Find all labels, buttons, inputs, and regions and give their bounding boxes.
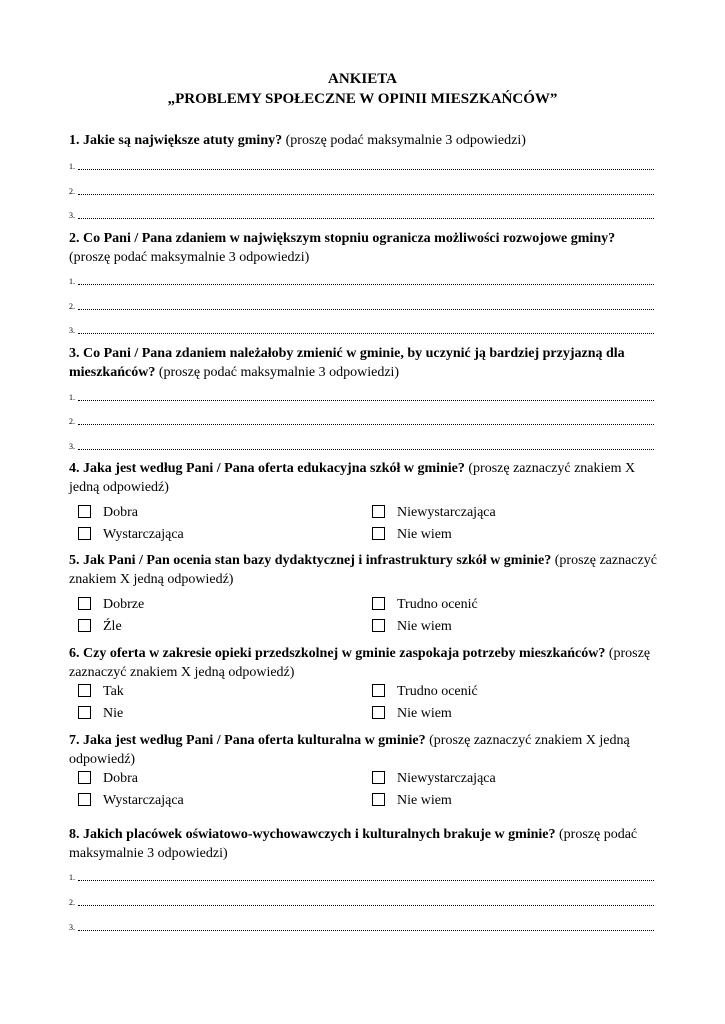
checkbox[interactable]: [78, 684, 91, 697]
question-8-text: 8. Jakich placówek oświatowo-wychowawczych i kulturalnych brakuje w gminie?: [69, 827, 556, 842]
question-3: [69, 344, 659, 382]
answer-line-3-3[interactable]: [69, 440, 654, 452]
question-7-text: 7. Jaka jest według Pani / Pana oferta kulturalna w gminie?: [69, 733, 426, 748]
answer-line-8-1[interactable]: [69, 871, 654, 883]
question-7-note: (proszę zaznaczyć znakiem X jedną odpowiedź): [69, 733, 630, 767]
answer-line-2-3[interactable]: [69, 324, 654, 336]
option-label: Źle: [103, 619, 122, 634]
question-7: [69, 731, 659, 769]
answer-number: 3.: [69, 211, 75, 220]
option-label: Trudno ocenić: [397, 597, 478, 612]
option-label: Dobra: [103, 505, 138, 520]
option-label: Tak: [103, 684, 124, 699]
checkbox[interactable]: [372, 771, 385, 784]
checkbox[interactable]: [78, 619, 91, 632]
question-8: [69, 825, 659, 863]
question-8-note: (proszę podać maksymalnie 3 odpowiedzi): [69, 827, 638, 861]
answer-number: 3.: [69, 442, 75, 451]
checkbox[interactable]: [372, 793, 385, 806]
option-label: Trudno ocenić: [397, 684, 478, 699]
question-5: [69, 551, 659, 589]
answer-line-8-2[interactable]: [69, 896, 654, 908]
checkbox[interactable]: [372, 597, 385, 610]
answer-line-8-3[interactable]: [69, 921, 654, 933]
answer-number: 2.: [69, 898, 75, 907]
question-3-note: (proszę podać maksymalnie 3 odpowiedzi): [158, 365, 400, 380]
question-5-note: (proszę zaznaczyć znakiem X jedną odpowiedź): [69, 553, 657, 587]
question-6-text: 6. Czy oferta w zakresie opieki przedszkolnej w gminie zaspokaja potrzeby mieszkańców?: [69, 646, 606, 661]
question-4-note: (proszę zaznaczyć znakiem X jedną odpowiedź): [69, 461, 636, 495]
option-label: Niewystarczająca: [397, 771, 496, 786]
answer-number: 2.: [69, 302, 75, 311]
question-6-note: (proszę zaznaczyć znakiem X jedną odpowiedź): [69, 646, 651, 680]
question-2-note: (proszę podać maksymalnie 3 odpowiedzi): [69, 250, 310, 265]
checkbox[interactable]: [78, 597, 91, 610]
answer-number: 2.: [69, 417, 75, 426]
checkbox[interactable]: [78, 771, 91, 784]
checkbox[interactable]: [78, 505, 91, 518]
question-1: [69, 131, 659, 150]
answer-line-2-2[interactable]: [69, 300, 654, 312]
question-2-text: 2. Co Pani / Pana zdaniem w największym stopniu ogranicza możliwości rozwojowe gminy?: [69, 231, 616, 246]
answer-number: 3.: [69, 326, 75, 335]
answer-number: 1.: [69, 873, 75, 882]
checkbox[interactable]: [372, 706, 385, 719]
checkbox[interactable]: [78, 793, 91, 806]
question-4-text: 4. Jaka jest według Pani / Pana oferta edukacyjna szkół w gminie?: [69, 461, 465, 476]
answer-line-3-2[interactable]: [69, 415, 654, 427]
answer-line-3-1[interactable]: [69, 391, 654, 403]
answer-number: 1.: [69, 162, 75, 171]
option-label: Nie: [103, 706, 124, 721]
option-label: Dobrze: [103, 597, 145, 612]
option-label: Wystarczająca: [103, 793, 184, 808]
answer-number: 3.: [69, 923, 75, 932]
question-6: [69, 644, 659, 682]
question-3-text: 3. Co Pani / Pana zdaniem należałoby zmienić w gminie, by uczynić ją bardziej przyjazną dla mieszkańców?: [69, 346, 625, 380]
answer-line-1-1[interactable]: [69, 160, 654, 172]
option-label: Nie wiem: [397, 527, 452, 542]
question-1-text: 1. Jakie są największe atuty gminy?: [69, 133, 283, 148]
option-label: Niewystarczająca: [397, 505, 496, 520]
survey-title: ANKIETA: [328, 71, 397, 87]
question-5-text: 5. Jak Pani / Pan ocenia stan bazy dydaktycznej i infrastruktury szkół w gminie?: [69, 553, 552, 568]
answer-number: 1.: [69, 277, 75, 286]
checkbox[interactable]: [372, 527, 385, 540]
option-label: Nie wiem: [397, 619, 452, 634]
answer-line-2-1[interactable]: [69, 275, 654, 287]
option-label: Nie wiem: [397, 706, 452, 721]
answer-line-1-3[interactable]: [69, 209, 654, 221]
checkbox[interactable]: [78, 527, 91, 540]
option-label: Wystarczająca: [103, 527, 184, 542]
survey-subtitle: „PROBLEMY SPOŁECZNE W OPINII MIESZKAŃCÓW”: [167, 91, 558, 107]
checkbox[interactable]: [372, 505, 385, 518]
question-4: [69, 459, 659, 497]
answer-line-1-2[interactable]: [69, 185, 654, 197]
question-1-note: (proszę podać maksymalnie 3 odpowiedzi): [285, 133, 526, 148]
option-label: Nie wiem: [397, 793, 452, 808]
checkbox[interactable]: [78, 706, 91, 719]
question-2: [69, 229, 659, 267]
checkbox[interactable]: [372, 684, 385, 697]
answer-number: 2.: [69, 187, 75, 196]
option-label: Dobra: [103, 771, 138, 786]
answer-number: 1.: [69, 393, 75, 402]
checkbox[interactable]: [372, 619, 385, 632]
